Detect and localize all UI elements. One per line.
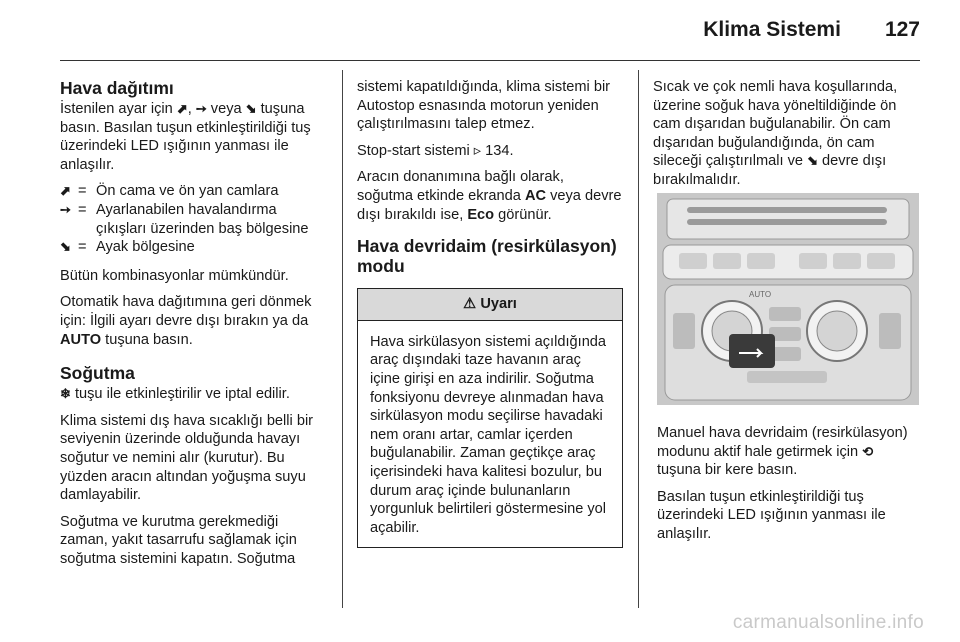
column-divider-2: [638, 70, 639, 608]
heading-cooling: Soğutma: [60, 363, 135, 384]
paragraph-manual-recirc: Manuel hava devridaim (resirkülasyon) modunu aktif hale getirmek için ⟲ tuşuna bir kere basın.: [657, 425, 908, 479]
equals-sign: =: [78, 201, 87, 218]
page-header: [703, 18, 920, 42]
panel-auto-label: AUTO: [749, 290, 772, 299]
warning-body: Hava sirkülasyon sistemi açıldığında araç dışındaki taze havanın araç içine girişi en aza indirilir. Soğutma fonksiyonu devreye alınmadan hava sirkülasyon modu seçilirse havadaki nem oranı artar, camlar içerden buğulanabilir. Zaman geçtikçe araç içerisindeki hava kalitesi bozulur, bu durum araç içinde bulunanların yorgunluk belirtileri göstermesine yol açabilir.: [370, 333, 607, 536]
paragraph-autostop: sistemi kapatıldığında, klima sistemi bir Autostop esnasında motorun yeniden çalıştırılmasını talep etmez.: [357, 79, 611, 133]
warning-header: ⚠ Uyarı: [358, 289, 622, 321]
watermark: carmanualsonline.info: [732, 612, 924, 633]
header-rule: [60, 60, 920, 61]
column-3: [653, 78, 925, 198]
header-title: Klima Sistemi: [703, 18, 841, 41]
column-1: [60, 78, 328, 576]
warning-box: [357, 288, 623, 548]
paragraph-cooling-3: Soğutma ve kurutma gerekmediği zaman, yakıt tasarrufu sağlamak için soğutma sistemini kapatın. Soğutma: [60, 513, 297, 567]
option-foot: Ayak bölgesine: [96, 239, 195, 256]
equals-sign: =: [78, 239, 87, 256]
climate-panel-drawing: [657, 193, 919, 405]
paragraph-combinations: Bütün kombinasyonlar mümkündür.: [60, 267, 289, 284]
page-number: 127: [884, 18, 920, 41]
distribution-list: [60, 182, 328, 256]
head-vent-icon: ➙: [195, 101, 207, 116]
equals-sign: =: [78, 183, 87, 200]
paragraph-led: Basılan tuşun etkinleştirildiği tuş üzerindeki LED ışığının yanması ile anlaşılır.: [657, 488, 886, 542]
column-3-lower: [657, 424, 919, 552]
heading-recirculation: Hava devridaim (resirkülasyon) modu: [357, 236, 617, 277]
foot-vent-icon: ⬊: [60, 239, 71, 255]
page-reference-icon: ▹: [473, 142, 482, 159]
auto-keyword: AUTO: [60, 331, 102, 348]
windshield-vent-icon: ⬈: [176, 101, 188, 116]
paragraph-ac-eco: Aracın donanımına bağlı olarak, soğutma etkinde ekranda AC veya devre dışı bırakıldı ise, Eco görünür.: [357, 169, 622, 223]
heading-air-distribution: Hava dağıtımı: [60, 78, 174, 98]
paragraph-auto: Otomatik hava dağıtımına geri dönmek için: İlgili ayarı devre dışı bırakın ya da AUTO tuşuna basın.: [60, 294, 312, 348]
recirculation-icon: ⟲: [862, 443, 874, 459]
eco-keyword: Eco: [467, 206, 495, 223]
foot-vent-icon: ⬊: [807, 153, 818, 169]
windshield-vent-icon: ⬈: [60, 183, 71, 199]
foot-vent-icon: ⬊: [245, 101, 257, 116]
ac-keyword: AC: [524, 187, 547, 204]
warning-icon: ⚠: [463, 296, 477, 313]
paragraph-distribution-intro: İstenilen ayar için ⬈, ➙ veya ⬊ tuşuna basın. Basılan tuşun etkinleştirildiği tuş üzerindeki LED ışığının yanması ile anlaşılır.: [60, 101, 311, 173]
column-divider-1: [342, 70, 343, 608]
paragraph-cooling-2: Klima sistemi dış hava sıcaklığı belli bir seviyenin üzerinde olduğunda havayı soğutur ve nemini alır (kurutur). Bu yüzden aracın altından yoğuşma suyu damlayabilir.: [60, 412, 314, 504]
snowflake-icon: ❄: [60, 386, 71, 402]
climate-control-panel-image: [657, 193, 919, 405]
paragraph-cooling-1: ❄ tuşu ile etkinleştirilir ve iptal edilir.: [60, 386, 290, 403]
column-2: [357, 78, 623, 548]
head-vent-icon: ➙: [60, 201, 71, 217]
option-head: Ayarlanabilen havalandırma çıkışları üzerinden baş bölgesine: [96, 201, 309, 237]
option-windshield: Ön cama ve ön yan camlara: [96, 183, 279, 200]
paragraph-windshield-fog: Sıcak ve çok nemli hava koşullarında, üzerine soğuk hava yöneltildiğinde ön cam dışarıdan buğulanabilir. Ön cam dışarıdan buğulandığında, ön cam sileceği çalıştırılmalı ve ⬊ devre dışı bırakılmalıdır.: [653, 79, 898, 188]
paragraph-stop-start: Stop-start sistemi ▹ 134.: [357, 142, 514, 159]
